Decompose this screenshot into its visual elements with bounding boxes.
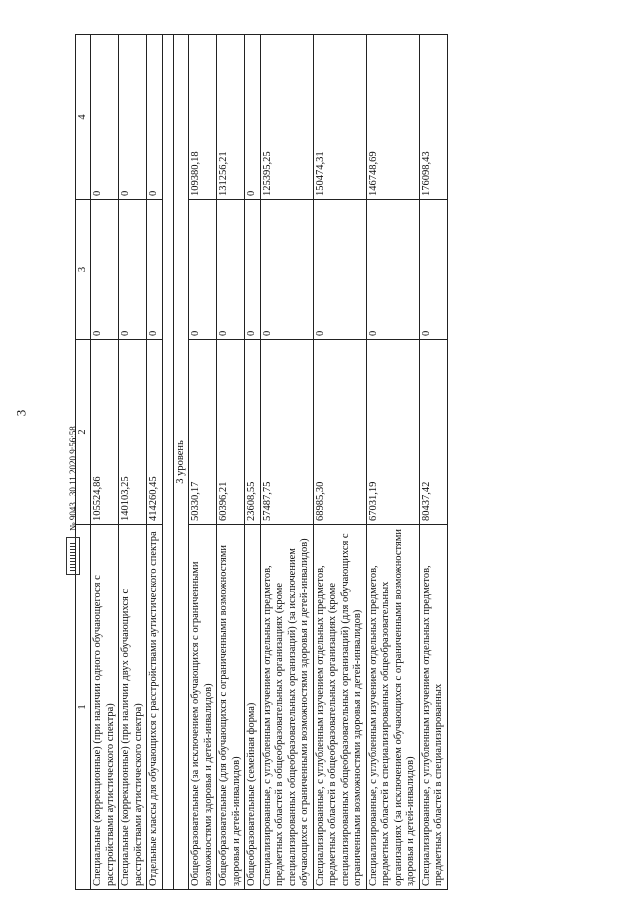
- cell-value: 23608,55: [245, 340, 261, 525]
- tariff-table: [75, 34, 448, 890]
- cell-value: 125395,25: [260, 35, 313, 200]
- cell-value: 0: [245, 35, 261, 200]
- row-name: Общеобразовательные (семейная форма): [245, 525, 261, 890]
- cell-value: 0: [147, 200, 163, 340]
- cell-value: 105524,86: [91, 340, 119, 525]
- cell-value: 0: [245, 200, 261, 340]
- row-name: Специальные (коррекционные) (при наличии двух обучающихся с расстройствами аутистического спектра): [119, 525, 147, 890]
- row-name: Специализированные, с углубленным изучением отдельных предметов, предметных областей в специализированных общеобразовательных организациях (за исключением обучающихся с ограниченными возможностями здоровья и детей-инвалидов): [366, 525, 419, 890]
- page-number: 3: [13, 409, 29, 417]
- header-cell: 1: [76, 525, 91, 890]
- table-spacer-row: [162, 35, 173, 890]
- row-name: Специализированные, с углубленным изучением отдельных предметов, предметных областей в специализированных: [419, 525, 447, 890]
- level-row: [173, 35, 189, 890]
- header-cell: 4: [76, 35, 91, 200]
- table-row: [119, 35, 147, 890]
- table-row: [217, 35, 245, 890]
- cell-value: 0: [419, 200, 447, 340]
- table-row: [260, 35, 313, 890]
- cell-value: 150474,31: [313, 35, 366, 200]
- row-name: Специализированные, с углубленным изучением отдельных предметов, предметных областей в общеобразовательных организациях (кроме специализированных общеобразовательных организаций) (для обучающихся с ограниченными возможностями здоровья и детей-инвалидов): [313, 525, 366, 890]
- table-row: [366, 35, 419, 890]
- cell-value: 0: [366, 200, 419, 340]
- row-name: Общеобразовательные (для обучающихся с ограниченными возможностями здоровья и детей-инвалидов): [217, 525, 245, 890]
- cell-value: 0: [91, 200, 119, 340]
- cell-value: 140103,25: [119, 340, 147, 525]
- cell-value: 0: [313, 200, 366, 340]
- cell-value: 57487,75: [260, 340, 313, 525]
- cell-value: 0: [119, 35, 147, 200]
- cell-value: 0: [260, 200, 313, 340]
- registration-datetime: 30.11.2020 9:56:58: [68, 426, 78, 497]
- header-cell: 3: [76, 200, 91, 340]
- table-row: [419, 35, 447, 890]
- row-name: Отдельные классы для обучающихся с расстройствами аутистического спектра: [147, 525, 163, 890]
- table-row: [147, 35, 163, 890]
- cell-value: 67031,19: [366, 340, 419, 525]
- row-name: Общеобразовательные (за исключением обучающихся с ограниченными возможностями здоровья и детей-инвалидов): [189, 525, 217, 890]
- cell-value: 68985,30: [313, 340, 366, 525]
- row-name: Специальные (коррекционные) (при наличии одного обучающегося с расстройствами аутистического спектра): [91, 525, 119, 890]
- cell-value: 60396,21: [217, 340, 245, 525]
- level-label: 3 уровень: [173, 35, 189, 890]
- header-cell: 2: [76, 340, 91, 525]
- cell-value: 414260,45: [147, 340, 163, 525]
- registration-stamp-icon: [66, 537, 80, 575]
- cell-value: 146748,69: [366, 35, 419, 200]
- row-name: Специализированные, с углубленным изучением отдельных предметов, предметных областей в общеобразовательных организациях (кроме специализированных общеобразовательных организаций) (за исключением обучающихся с ограниченными возможностями здоровья и детей-инвалидов): [260, 525, 313, 890]
- table-row: [189, 35, 217, 890]
- cell-value: 0: [147, 35, 163, 200]
- cell-value: 131256,21: [217, 35, 245, 200]
- document-number: № 9043: [68, 502, 78, 531]
- cell-value: 109380,18: [189, 35, 217, 200]
- table-row: [313, 35, 366, 890]
- cell-value: 80437,42: [419, 340, 447, 525]
- cell-value: 176098,43: [419, 35, 447, 200]
- table-row: [91, 35, 119, 890]
- cell-value: 0: [189, 200, 217, 340]
- table-row: [245, 35, 261, 890]
- cell-value: 0: [91, 35, 119, 200]
- spacer-cell: [162, 35, 173, 890]
- registration-footer: [64, 275, 82, 575]
- cell-value: 0: [119, 200, 147, 340]
- rotated-page-content: [75, 35, 590, 890]
- cell-value: 0: [217, 200, 245, 340]
- cell-value: 50330,17: [189, 340, 217, 525]
